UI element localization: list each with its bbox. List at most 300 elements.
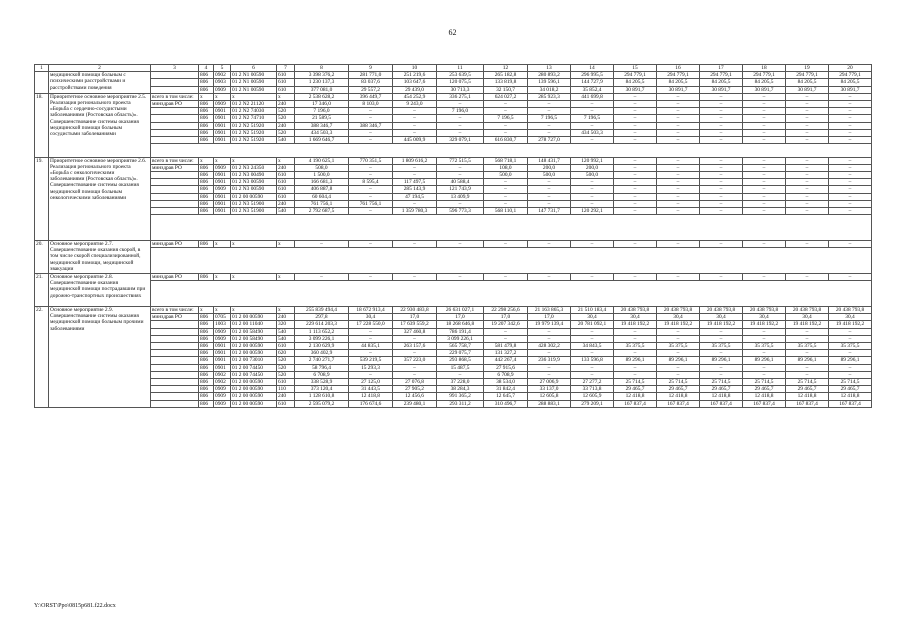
amount-cell: – bbox=[786, 93, 829, 100]
amount-cell: 37 228,0 bbox=[437, 379, 484, 386]
amount-cell: 29 465,7 bbox=[786, 386, 829, 393]
table-row bbox=[35, 186, 872, 193]
code-cell: 0901 bbox=[214, 129, 231, 136]
code-cell: 520 bbox=[277, 129, 295, 136]
amount-cell: 8 103,0 bbox=[349, 101, 393, 108]
amount-cell: 25 714,5 bbox=[700, 379, 743, 386]
amount-cell: – bbox=[829, 371, 872, 378]
amount-cell: – bbox=[657, 115, 700, 122]
code-cell: 01 2 00 58490 bbox=[231, 335, 277, 342]
header-cell: 20 bbox=[829, 65, 872, 72]
amount-cell: – bbox=[700, 208, 743, 215]
amount-cell: – bbox=[571, 364, 614, 371]
code-cell: 0901 bbox=[214, 357, 231, 364]
code-cell: x bbox=[277, 307, 295, 314]
code-cell: 0909 bbox=[214, 101, 231, 108]
code-cell: 0902 bbox=[214, 72, 231, 79]
amount-cell: 27 277,2 bbox=[571, 379, 614, 386]
code-cell: 240 bbox=[277, 122, 295, 129]
amount-cell: 18 672 913,4 bbox=[349, 307, 393, 314]
code-cell: 610 bbox=[277, 72, 295, 79]
executor bbox=[151, 357, 199, 364]
amount-cell: 20 438 793,8 bbox=[829, 307, 872, 314]
amount-cell: – bbox=[614, 129, 657, 136]
amount-cell: – bbox=[528, 328, 571, 335]
executor bbox=[151, 208, 199, 215]
amount-cell: – bbox=[437, 371, 484, 378]
amount-cell: 229 075,7 bbox=[437, 350, 484, 357]
amount-cell: – bbox=[528, 364, 571, 371]
code-cell: 610 bbox=[277, 400, 295, 407]
amount-cell: 293 311,2 bbox=[437, 400, 484, 407]
amount-cell: 1 809 616,2 bbox=[393, 157, 437, 164]
amount-cell: 445 009,9 bbox=[393, 137, 437, 144]
amount-cell: 29 465,7 bbox=[657, 386, 700, 393]
executor bbox=[151, 115, 199, 122]
amount-cell: – bbox=[657, 200, 700, 207]
amount-cell: – bbox=[614, 328, 657, 335]
amount-cell: – bbox=[657, 193, 700, 200]
code-cell: 240 bbox=[277, 393, 295, 400]
amount-cell: 428 302,2 bbox=[528, 343, 571, 350]
amount-cell: – bbox=[700, 200, 743, 207]
code-cell: 806 bbox=[199, 386, 214, 393]
code-cell: 01 2 00 74450 bbox=[231, 371, 277, 378]
amount-cell: 167 837,4 bbox=[657, 400, 700, 407]
amount-cell: 20 438 793,8 bbox=[614, 307, 657, 314]
header-cell: 12 bbox=[484, 65, 528, 72]
amount-cell: – bbox=[393, 122, 437, 129]
amount-cell: – bbox=[700, 371, 743, 378]
amount-cell: 12 456,6 bbox=[393, 393, 437, 400]
executor bbox=[151, 122, 199, 129]
executor: минздрав РО bbox=[151, 101, 199, 108]
measure-name: медицинской помощи больным с психическими расстройствами и расстройствами поведения bbox=[49, 72, 151, 94]
executor: всего в том числе: bbox=[151, 157, 199, 164]
amount-cell: – bbox=[786, 371, 829, 378]
amount-cell: 500,0 bbox=[571, 172, 614, 179]
amount-cell: 251 219,6 bbox=[393, 72, 437, 79]
amount-cell: – bbox=[614, 274, 657, 281]
amount-cell: 27 915,6 bbox=[484, 364, 528, 371]
amount-cell: – bbox=[614, 93, 657, 100]
code-cell: 806 bbox=[199, 400, 214, 407]
spacer-row bbox=[35, 144, 872, 157]
code-cell: 01 2 N3 00590 bbox=[231, 186, 277, 193]
amount-cell: – bbox=[528, 241, 571, 248]
code-cell: 0901 bbox=[214, 364, 231, 371]
amount-cell: – bbox=[437, 200, 484, 207]
code-cell: 01 2 00 00590 bbox=[231, 379, 277, 386]
table-row bbox=[35, 179, 872, 186]
code-cell: 0909 bbox=[214, 186, 231, 193]
code-cell: 806 bbox=[199, 101, 214, 108]
amount-cell: 27 125,0 bbox=[349, 379, 393, 386]
amount-cell: – bbox=[786, 122, 829, 129]
amount-cell: – bbox=[571, 335, 614, 342]
code-cell: 0901 bbox=[214, 122, 231, 129]
footer-file-path: Y:\ORST\Ppo\0815p681.f22.docx bbox=[34, 603, 116, 609]
amount-cell: – bbox=[829, 137, 872, 144]
table-row bbox=[35, 86, 872, 93]
header-cell: 5 bbox=[214, 65, 231, 72]
amount-cell: 34 018,2 bbox=[528, 86, 571, 93]
amount-cell: – bbox=[571, 274, 614, 281]
amount-cell: 6 708,9 bbox=[295, 371, 349, 378]
amount-cell: 30 713,3 bbox=[437, 86, 484, 93]
header-cell: 8 bbox=[295, 65, 349, 72]
amount-cell: – bbox=[614, 179, 657, 186]
code-cell: 0901 bbox=[214, 137, 231, 144]
amount-cell: – bbox=[700, 101, 743, 108]
amount-cell: 278 727,0 bbox=[528, 137, 571, 144]
amount-cell: 84 205,5 bbox=[614, 79, 657, 86]
table-row bbox=[35, 93, 872, 100]
code-cell: 0909 bbox=[214, 164, 231, 171]
code-cell: 540 bbox=[277, 328, 295, 335]
executor bbox=[151, 335, 199, 342]
row-number: 21. bbox=[35, 274, 49, 307]
code-cell: 540 bbox=[277, 137, 295, 144]
amount-cell: – bbox=[571, 241, 614, 248]
code-cell: 0901 bbox=[214, 115, 231, 122]
amount-cell: 263 157,6 bbox=[393, 343, 437, 350]
header-cell: 7 bbox=[277, 65, 295, 72]
table-row bbox=[35, 101, 872, 108]
amount-cell: – bbox=[571, 179, 614, 186]
code-cell: 0901 bbox=[214, 208, 231, 215]
amount-cell: – bbox=[743, 274, 786, 281]
table-row bbox=[35, 115, 872, 122]
amount-cell: – bbox=[743, 179, 786, 186]
code-cell: x bbox=[199, 157, 214, 164]
amount-cell: – bbox=[528, 129, 571, 136]
amount-cell: – bbox=[829, 179, 872, 186]
amount-cell: 581 479,8 bbox=[484, 343, 528, 350]
code-cell: 0909 bbox=[214, 400, 231, 407]
amount-cell: 294 779,1 bbox=[786, 72, 829, 79]
amount-cell: 84 205,5 bbox=[829, 79, 872, 86]
amount-cell: – bbox=[700, 364, 743, 371]
amount-cell: – bbox=[657, 93, 700, 100]
code-cell: x bbox=[231, 241, 277, 248]
amount-cell: 7 196,5 bbox=[571, 115, 614, 122]
amount-cell: – bbox=[393, 172, 437, 179]
amount-cell: 3 099 226,1 bbox=[437, 335, 484, 342]
amount-cell: 29 465,7 bbox=[614, 386, 657, 393]
amount-cell: – bbox=[829, 350, 872, 357]
code-cell: x bbox=[231, 307, 277, 314]
amount-cell: 35 375,5 bbox=[743, 343, 786, 350]
table-row bbox=[35, 393, 872, 400]
amount-cell: – bbox=[528, 122, 571, 129]
code-cell: 01 2 N3 51900 bbox=[231, 208, 277, 215]
code-cell: 806 bbox=[199, 241, 214, 248]
amount-cell: – bbox=[743, 200, 786, 207]
amount-cell: 500,0 bbox=[528, 172, 571, 179]
amount-cell: – bbox=[484, 186, 528, 193]
amount-cell: – bbox=[700, 108, 743, 115]
header-cell: 2 bbox=[49, 65, 151, 72]
amount-cell: – bbox=[700, 179, 743, 186]
amount-cell: – bbox=[349, 241, 393, 248]
budget-table bbox=[34, 64, 872, 408]
measure-name: Основное мероприятие 2.9. Совершенствование системы оказания медицинской помощи больным прочими заболеваниями bbox=[49, 307, 151, 408]
amount-cell: – bbox=[349, 172, 393, 179]
amount-cell: 133 819,8 bbox=[484, 79, 528, 86]
code-cell: 806 bbox=[199, 79, 214, 86]
amount-cell: – bbox=[657, 371, 700, 378]
code-cell: 01 2 00 73010 bbox=[231, 357, 277, 364]
amount-cell: – bbox=[528, 335, 571, 342]
amount-cell: 121 743,9 bbox=[437, 186, 484, 193]
code-cell: 01 2 00 00590 bbox=[231, 386, 277, 393]
amount-cell: 30,4 bbox=[614, 314, 657, 321]
code-cell: 0909 bbox=[214, 335, 231, 342]
executor bbox=[151, 108, 199, 115]
code-cell: 0909 bbox=[214, 86, 231, 93]
code-cell: 0901 bbox=[214, 172, 231, 179]
amount-cell: 12 605,9 bbox=[571, 393, 614, 400]
code-cell: 806 bbox=[199, 129, 214, 136]
amount-cell: – bbox=[829, 208, 872, 215]
amount-cell: – bbox=[829, 122, 872, 129]
amount-cell: 25 714,5 bbox=[743, 379, 786, 386]
code-cell: 806 bbox=[199, 208, 214, 215]
executor: всего в том числе: bbox=[151, 93, 199, 100]
executor: минздрав РО bbox=[151, 274, 199, 281]
code-cell: x bbox=[231, 157, 277, 164]
amount-cell: 6 708,9 bbox=[484, 371, 528, 378]
amount-cell: – bbox=[614, 371, 657, 378]
amount-cell: 285 143,9 bbox=[393, 186, 437, 193]
amount-cell: – bbox=[829, 241, 872, 248]
amount-cell: 294 779,1 bbox=[657, 72, 700, 79]
amount-cell: – bbox=[349, 115, 393, 122]
amount-cell: – bbox=[393, 371, 437, 378]
code-cell: 0901 bbox=[214, 200, 231, 207]
amount-cell: 26 631 027,1 bbox=[437, 307, 484, 314]
amount-cell: – bbox=[743, 241, 786, 248]
amount-cell: – bbox=[614, 364, 657, 371]
amount-cell: 30 891,7 bbox=[657, 86, 700, 93]
code-cell: 806 bbox=[199, 364, 214, 371]
amount-cell: 12 418,8 bbox=[743, 393, 786, 400]
amount-cell: – bbox=[614, 186, 657, 193]
amount-cell: – bbox=[657, 137, 700, 144]
amount-cell: – bbox=[614, 122, 657, 129]
header-cell: 4 bbox=[199, 65, 214, 72]
amount-cell: 296 995,5 bbox=[571, 72, 614, 79]
amount-cell: – bbox=[349, 193, 393, 200]
amount-cell: – bbox=[700, 137, 743, 144]
row-number: 19. bbox=[35, 157, 49, 240]
spacer-row bbox=[35, 281, 872, 307]
amount-cell: – bbox=[484, 122, 528, 129]
amount-cell: 19 418 192,2 bbox=[614, 321, 657, 328]
code-cell: 0902 bbox=[214, 371, 231, 378]
amount-cell: – bbox=[349, 164, 393, 171]
row-number: 20. bbox=[35, 241, 49, 274]
amount-cell: – bbox=[829, 186, 872, 193]
amount-cell: – bbox=[528, 193, 571, 200]
amount-cell: 1 128 610,8 bbox=[295, 393, 349, 400]
amount-cell: 539 219,5 bbox=[349, 357, 393, 364]
code-cell: 806 bbox=[199, 274, 214, 281]
amount-cell: – bbox=[571, 122, 614, 129]
amount-cell: – bbox=[349, 335, 393, 342]
code-cell: 806 bbox=[199, 393, 214, 400]
header-cell: 1 bbox=[35, 65, 49, 72]
executor bbox=[151, 328, 199, 335]
amount-cell: – bbox=[743, 328, 786, 335]
code-cell: 806 bbox=[199, 86, 214, 93]
amount-cell: 281 771,0 bbox=[349, 72, 393, 79]
amount-cell: – bbox=[657, 274, 700, 281]
amount-cell: 44 835,1 bbox=[349, 343, 393, 350]
amount-cell: – bbox=[743, 115, 786, 122]
amount-cell: 265 182,8 bbox=[484, 72, 528, 79]
header-cell: 18 bbox=[743, 65, 786, 72]
amount-cell: – bbox=[614, 241, 657, 248]
amount-cell: 25 714,5 bbox=[614, 379, 657, 386]
amount-cell: – bbox=[614, 200, 657, 207]
amount-cell: 27 076,8 bbox=[393, 379, 437, 386]
amount-cell: 30,4 bbox=[571, 314, 614, 321]
spacer-row bbox=[35, 215, 872, 241]
table-row bbox=[35, 357, 872, 364]
executor bbox=[151, 129, 199, 136]
amount-cell: – bbox=[614, 157, 657, 164]
code-cell: 01 2 N3 00490 bbox=[231, 172, 277, 179]
amount-cell: – bbox=[349, 350, 393, 357]
code-cell: x bbox=[214, 93, 231, 100]
amount-cell: – bbox=[528, 371, 571, 378]
amount-cell: 131 327,2 bbox=[484, 350, 528, 357]
amount-cell: 38 534,0 bbox=[484, 379, 528, 386]
amount-cell: 89 296,1 bbox=[700, 357, 743, 364]
amount-cell: – bbox=[700, 172, 743, 179]
amount-cell: – bbox=[700, 164, 743, 171]
table-row bbox=[35, 307, 872, 314]
amount-cell: 200,0 bbox=[571, 164, 614, 171]
amount-cell: 200,0 bbox=[528, 164, 571, 171]
amount-cell: – bbox=[657, 328, 700, 335]
code-cell: 01 2 N3 51900 bbox=[231, 200, 277, 207]
amount-cell: – bbox=[743, 186, 786, 193]
amount-cell: 147 731,7 bbox=[528, 208, 571, 215]
amount-cell: 406 887,8 bbox=[295, 186, 349, 193]
header-cell: 14 bbox=[571, 65, 614, 72]
measure-name: Основное мероприятие 2.8. Совершенствование оказания медицинской помощи пострадавшим при дорожно-транспортных происшествиях bbox=[49, 274, 151, 307]
amount-cell: 35 375,5 bbox=[614, 343, 657, 350]
amount-cell: 288 883,1 bbox=[528, 400, 571, 407]
amount-cell: 144 727,9 bbox=[571, 79, 614, 86]
amount-cell: 84 205,5 bbox=[700, 79, 743, 86]
code-cell: 520 bbox=[277, 371, 295, 378]
code-cell: 520 bbox=[277, 357, 295, 364]
amount-cell: 7 196,0 bbox=[295, 108, 349, 115]
amount-cell: – bbox=[571, 328, 614, 335]
amount-cell: – bbox=[571, 108, 614, 115]
amount-cell: 12 418,8 bbox=[786, 393, 829, 400]
amount-cell: 148 431,7 bbox=[528, 157, 571, 164]
executor bbox=[151, 400, 199, 407]
code-cell: 01 2 N2 51920 bbox=[231, 137, 277, 144]
amount-cell: – bbox=[829, 193, 872, 200]
amount-cell: 35 852,4 bbox=[571, 86, 614, 93]
table-row bbox=[35, 72, 872, 79]
header-cell: 11 bbox=[437, 65, 484, 72]
amount-cell: – bbox=[700, 122, 743, 129]
code-cell: 806 bbox=[199, 108, 214, 115]
amount-cell: – bbox=[484, 274, 528, 281]
header-cell: 6 bbox=[231, 65, 277, 72]
amount-cell: – bbox=[700, 274, 743, 281]
amount-cell: 167 837,4 bbox=[829, 400, 872, 407]
amount-cell: 396 449,7 bbox=[349, 93, 393, 100]
code-cell: 610 bbox=[277, 193, 295, 200]
amount-cell: – bbox=[743, 172, 786, 179]
table-row bbox=[35, 371, 872, 378]
amount-cell: – bbox=[484, 200, 528, 207]
amount-cell: – bbox=[571, 186, 614, 193]
amount-cell: 38 284,3 bbox=[437, 386, 484, 393]
code-cell: x bbox=[214, 241, 231, 248]
code-cell: x bbox=[277, 157, 295, 164]
executor bbox=[151, 79, 199, 86]
amount-cell: 167 837,4 bbox=[700, 400, 743, 407]
spacer-cell bbox=[151, 144, 872, 157]
executor bbox=[151, 393, 199, 400]
amount-cell: 4 190 625,1 bbox=[295, 157, 349, 164]
amount-cell: 47 194,5 bbox=[393, 193, 437, 200]
amount-cell: – bbox=[437, 129, 484, 136]
amount-cell: – bbox=[743, 101, 786, 108]
header-cell: 9 bbox=[349, 65, 393, 72]
amount-cell: 30 891,7 bbox=[829, 86, 872, 93]
amount-cell: 338 528,9 bbox=[295, 379, 349, 386]
amount-cell: – bbox=[786, 115, 829, 122]
executor: всего в том числе: bbox=[151, 307, 199, 314]
amount-cell: 89 296,1 bbox=[743, 357, 786, 364]
code-cell: x bbox=[199, 93, 214, 100]
code-cell: 806 bbox=[199, 379, 214, 386]
amount-cell: – bbox=[829, 115, 872, 122]
amount-cell: 454 252,9 bbox=[393, 93, 437, 100]
table-row bbox=[35, 164, 872, 171]
amount-cell: – bbox=[484, 179, 528, 186]
code-cell: 806 bbox=[199, 137, 214, 144]
amount-cell: 25 714,5 bbox=[829, 379, 872, 386]
amount-cell: 12 418,8 bbox=[614, 393, 657, 400]
code-cell: 01 2 00 00590 bbox=[231, 350, 277, 357]
code-cell: 01 2 N2 74030 bbox=[231, 108, 277, 115]
amount-cell: 19 418 192,2 bbox=[829, 321, 872, 328]
amount-cell: 120 292,1 bbox=[571, 208, 614, 215]
code-cell: x bbox=[277, 93, 295, 100]
amount-cell: 373 120,4 bbox=[295, 386, 349, 393]
measure-name: Приоритетное основное мероприятие 2.5. Реализация регионального проекта «Борьба с сердечно-сосудистыми заболеваниями (Ростовская область)». Совершенствование системы оказания медицинской помощи больным сосудистыми заболеваниями bbox=[49, 93, 151, 157]
amount-cell: 294 779,1 bbox=[743, 72, 786, 79]
amount-cell: – bbox=[349, 186, 393, 193]
amount-cell: – bbox=[614, 172, 657, 179]
header-cell: 16 bbox=[657, 65, 700, 72]
code-cell: 1003 bbox=[214, 321, 231, 328]
amount-cell: 83 037,6 bbox=[349, 79, 393, 86]
code-cell: 520 bbox=[277, 364, 295, 371]
amount-cell: 508,0 bbox=[295, 164, 349, 171]
